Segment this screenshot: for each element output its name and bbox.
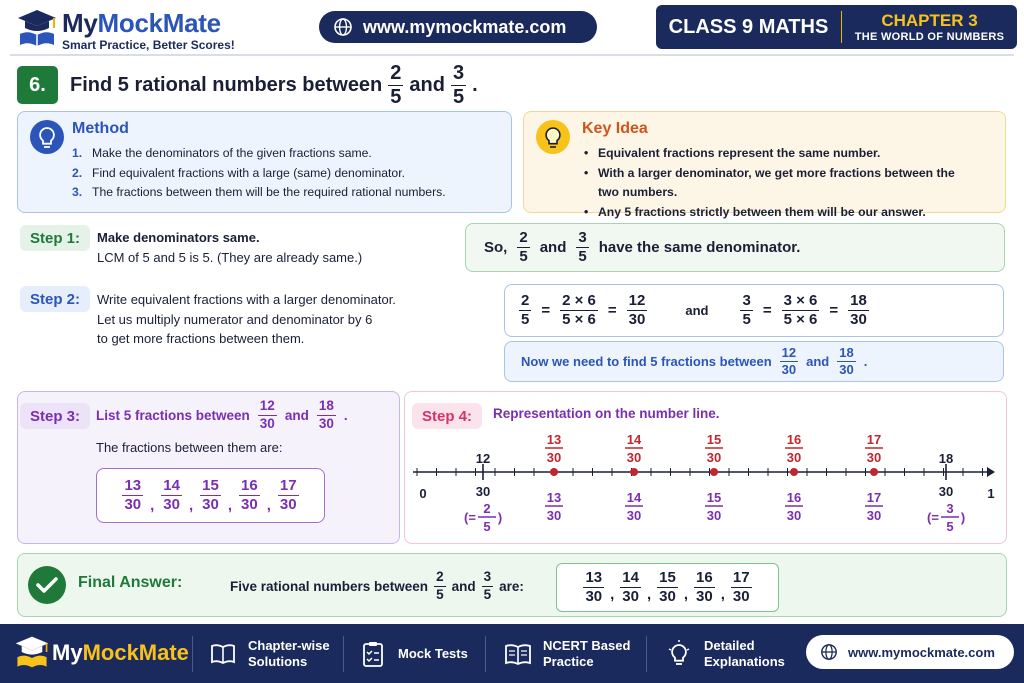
point-label-bottom-denominator: 30 <box>706 508 722 523</box>
step1-line1: Make denominators same. <box>97 230 260 245</box>
fraction: $\frac{18}{30}$ <box>318 398 334 431</box>
list-separator: , <box>150 497 155 514</box>
point-label-top-denominator: 30 <box>866 450 882 465</box>
step1-joiner: and <box>539 239 567 256</box>
list-item: • Equivalent fractions represent the same number. <box>584 144 964 164</box>
question-number: 6. <box>17 66 58 104</box>
list-item: • With a larger denominator, we get more fractions between the two numbers. <box>584 164 964 203</box>
footer-divider <box>485 636 486 672</box>
footer-item-ncert[interactable] <box>503 634 630 674</box>
footer-brand-part2: MockMate <box>82 640 189 665</box>
step3-title-end: . <box>343 407 348 423</box>
footer-item-line2: Practice <box>543 654 594 669</box>
final-joiner: and <box>451 578 476 594</box>
step2-note-joiner: and <box>806 354 830 369</box>
lightbulb-icon <box>536 120 570 154</box>
number-line-end-label: 1 <box>987 486 995 501</box>
fraction: $\frac{2}{5}$ <box>519 229 528 265</box>
point-label-top-denominator: 30 <box>706 450 722 465</box>
key-idea-list <box>584 144 964 222</box>
footer-brand-part1: My <box>52 640 83 665</box>
fraction: $\frac{14}{30}$ <box>163 477 180 513</box>
number-line-arrow <box>987 467 995 477</box>
left-eq-prefix: (= <box>464 510 476 525</box>
point-label-bottom-numerator: 13 <box>546 490 562 505</box>
fraction: $\frac{15}{30}$ <box>202 477 219 513</box>
step1-suffix: have the same denominator. <box>598 239 801 256</box>
fraction: $\frac{18}{30}$ <box>839 345 854 377</box>
list-item: 2. Find equivalent fractions with a large (same) denominator. <box>72 165 405 180</box>
fraction: $\frac{12}{30}$ <box>781 345 797 377</box>
fraction: $\frac{2}{5}$ <box>436 569 444 602</box>
equals-sign: = <box>762 302 772 319</box>
fraction: $\frac{3 \times 6}{5 \times 6}$ <box>783 292 818 328</box>
brand-logo[interactable] <box>62 8 221 39</box>
point-label-bottom-numerator: 16 <box>786 490 802 505</box>
list-separator: , <box>610 586 615 603</box>
brand-part2: MockMate <box>97 8 221 38</box>
right-endpoint-denominator: 30 <box>938 484 954 499</box>
number-line-start-label: 0 <box>419 486 427 501</box>
class-chapter-banner <box>656 5 1017 49</box>
website-url: www.mymockmate.com <box>363 16 567 37</box>
point-label-top-numerator: 15 <box>706 432 722 447</box>
list-separator: , <box>227 497 233 514</box>
left-endpoint-numerator: 12 <box>475 451 491 466</box>
equation-joiner: and <box>685 303 709 318</box>
point-label-bottom-numerator: 15 <box>706 490 722 505</box>
number-line-point <box>790 468 798 476</box>
step1-line2: LCM of 5 and 5 is 5. (They are already same.) <box>97 250 363 265</box>
footer-item-line2: Explanations <box>704 654 785 669</box>
step3-fraction-list <box>96 468 325 523</box>
website-link[interactable] <box>319 11 597 43</box>
right-eq-prefix: (= <box>927 510 939 525</box>
footer-item-explanations[interactable] <box>664 634 785 674</box>
question-end: . <box>472 73 478 96</box>
fraction: $\frac{17}{30}$ <box>732 569 750 605</box>
list-item: • Any 5 fractions strictly between them will be our answer. <box>584 203 964 223</box>
clipboard-icon <box>358 639 388 669</box>
fraction: $\frac{12}{30}$ <box>259 398 275 431</box>
fraction: $\frac{16}{30}$ <box>241 477 258 513</box>
number-line-point <box>630 468 638 476</box>
step3-title <box>96 396 348 434</box>
list-separator: , <box>720 586 725 603</box>
step1-prefix: So, <box>484 239 508 256</box>
method-title: Method <box>72 120 129 137</box>
header-divider <box>10 54 1014 56</box>
step2-line3: to get more fractions between them. <box>97 331 305 346</box>
footer-divider <box>646 636 647 672</box>
equals-sign: = <box>829 302 839 319</box>
footer-item-mock-tests[interactable] <box>358 634 468 674</box>
point-label-top-denominator: 30 <box>546 450 562 465</box>
list-item: 3. The fractions between them will be the required rational numbers. <box>72 185 446 199</box>
class-label: CLASS 9 MATHS <box>656 11 842 43</box>
point-label-top-numerator: 16 <box>786 432 802 447</box>
step3-subtitle: The fractions between them are: <box>96 440 283 455</box>
point-label-bottom-denominator: 30 <box>626 508 642 523</box>
step2-text <box>97 290 396 349</box>
fraction: $\frac{17}{30}$ <box>279 477 297 513</box>
point-label-bottom-denominator: 30 <box>866 508 882 523</box>
brand-part1: My <box>62 8 98 38</box>
fraction: $\frac{2}{5}$ <box>521 292 530 328</box>
right-eq-suffix: ) <box>960 510 966 525</box>
final-fraction-list <box>556 563 779 612</box>
list-separator: , <box>646 586 652 603</box>
left-endpoint-denominator: 30 <box>475 484 491 499</box>
step3-badge: Step 3: <box>20 403 90 429</box>
number-line <box>405 428 1005 540</box>
footer-item-solutions[interactable] <box>208 634 330 674</box>
fraction: $\frac{3}{5}$ <box>742 292 751 328</box>
right-endpoint-numerator: 18 <box>938 451 954 466</box>
question-stem: Find 5 rational numbers between <box>70 73 383 96</box>
left-eq-denominator: 5 <box>483 519 491 534</box>
logo-cap-icon <box>16 8 58 48</box>
point-label-top-numerator: 13 <box>546 432 562 447</box>
lightbulb-icon <box>30 120 64 154</box>
final-suffix: are: <box>499 578 524 594</box>
step4-title: Representation on the number line. <box>493 406 720 421</box>
step1-badge: Step 1: <box>20 225 90 251</box>
footer-website-link[interactable] <box>806 635 1014 669</box>
fraction: $\frac{3}{5}$ <box>578 229 587 265</box>
step3-title-text: List 5 fractions between <box>96 407 250 423</box>
point-label-top-denominator: 30 <box>626 450 642 465</box>
fraction: $\frac{3}{5}$ <box>452 61 465 108</box>
globe-icon <box>333 17 353 37</box>
fraction: $\frac{14}{30}$ <box>622 569 639 605</box>
chapter-number: CHAPTER 3 <box>881 11 978 30</box>
equals-sign: = <box>541 302 551 319</box>
fraction: $\frac{16}{30}$ <box>696 569 713 605</box>
left-eq-suffix: ) <box>497 510 503 525</box>
question-text <box>70 62 478 108</box>
fraction: $\frac{13}{30}$ <box>124 477 142 513</box>
footer-item-line1: Mock Tests <box>398 646 468 661</box>
number-line-point <box>710 468 718 476</box>
method-list <box>72 144 446 203</box>
list-separator: , <box>683 586 689 603</box>
step2-note <box>504 341 1004 382</box>
footer-item-line1: NCERT Based <box>543 638 631 653</box>
step2-line2: Let us multiply numerator and denominator by 6 <box>97 311 373 327</box>
open-book-icon <box>503 639 533 669</box>
left-eq-numerator: 2 <box>483 501 491 516</box>
fraction: $\frac{13}{30}$ <box>585 569 603 605</box>
step2-note-end: . <box>863 354 868 369</box>
chapter-name: THE WORLD OF NUMBERS <box>854 31 1005 43</box>
logo-cap-icon <box>14 634 50 670</box>
brand-tagline: Smart Practice, Better Scores! <box>62 38 235 52</box>
footer-website-url: www.mymockmate.com <box>848 644 995 660</box>
equals-sign: = <box>607 302 617 319</box>
book-icon <box>208 639 238 669</box>
footer-item-line2: Solutions <box>248 654 308 669</box>
globe-icon <box>820 643 838 661</box>
lightbulb-icon <box>664 639 694 669</box>
list-item: 1. Make the denominators of the given fractions same. <box>72 146 372 160</box>
final-answer-text <box>230 566 524 606</box>
fraction: $\frac{3}{5}$ <box>483 569 492 602</box>
method-panel <box>17 111 512 213</box>
fraction: $\frac{2 \times 6}{5 \times 6}$ <box>562 292 596 328</box>
check-circle-icon <box>28 566 66 604</box>
footer-item-line1: Chapter-wise <box>248 638 330 653</box>
point-label-bottom-numerator: 17 <box>866 490 882 505</box>
footer-item-line1: Detailed <box>704 638 755 653</box>
point-label-bottom-denominator: 30 <box>546 508 562 523</box>
fraction: $\frac{18}{30}$ <box>850 292 867 328</box>
footer-divider <box>192 636 193 672</box>
footer-divider <box>343 636 344 672</box>
right-eq-numerator: 3 <box>946 501 954 516</box>
step1-result-box <box>465 223 1005 272</box>
point-label-top-numerator: 17 <box>866 432 882 447</box>
step4-badge: Step 4: <box>412 403 482 429</box>
fraction: $\frac{12}{30}$ <box>628 292 646 328</box>
step2-badge: Step 2: <box>20 286 90 312</box>
point-label-top-denominator: 30 <box>786 450 802 465</box>
number-line-point <box>550 468 558 476</box>
step2-line1: Write equivalent fractions with a larger denominator. <box>97 292 396 307</box>
right-eq-denominator: 5 <box>946 519 954 534</box>
point-label-bottom-denominator: 30 <box>786 508 802 523</box>
fraction: $\frac{2}{5}$ <box>390 61 402 108</box>
chapter-info <box>842 11 1017 43</box>
final-answer-label: Final Answer: <box>78 574 183 591</box>
step1-text <box>97 228 362 268</box>
point-label-top-numerator: 14 <box>626 432 642 447</box>
key-idea-title: Key Idea <box>582 120 648 137</box>
question-joiner: and <box>409 73 445 96</box>
number-line-point <box>870 468 878 476</box>
footer-brand[interactable] <box>52 640 189 666</box>
equivalent-fractions-box <box>504 284 1004 337</box>
list-separator: , <box>188 497 194 514</box>
point-label-bottom-numerator: 14 <box>626 490 642 505</box>
step2-note-text: Now we need to find 5 fractions between <box>521 354 772 369</box>
step3-title-joiner: and <box>284 407 309 423</box>
final-text-stem: Five rational numbers between <box>230 578 429 594</box>
list-separator: , <box>266 497 271 514</box>
fraction: $\frac{15}{30}$ <box>659 569 676 605</box>
key-idea-panel <box>523 111 1006 219</box>
